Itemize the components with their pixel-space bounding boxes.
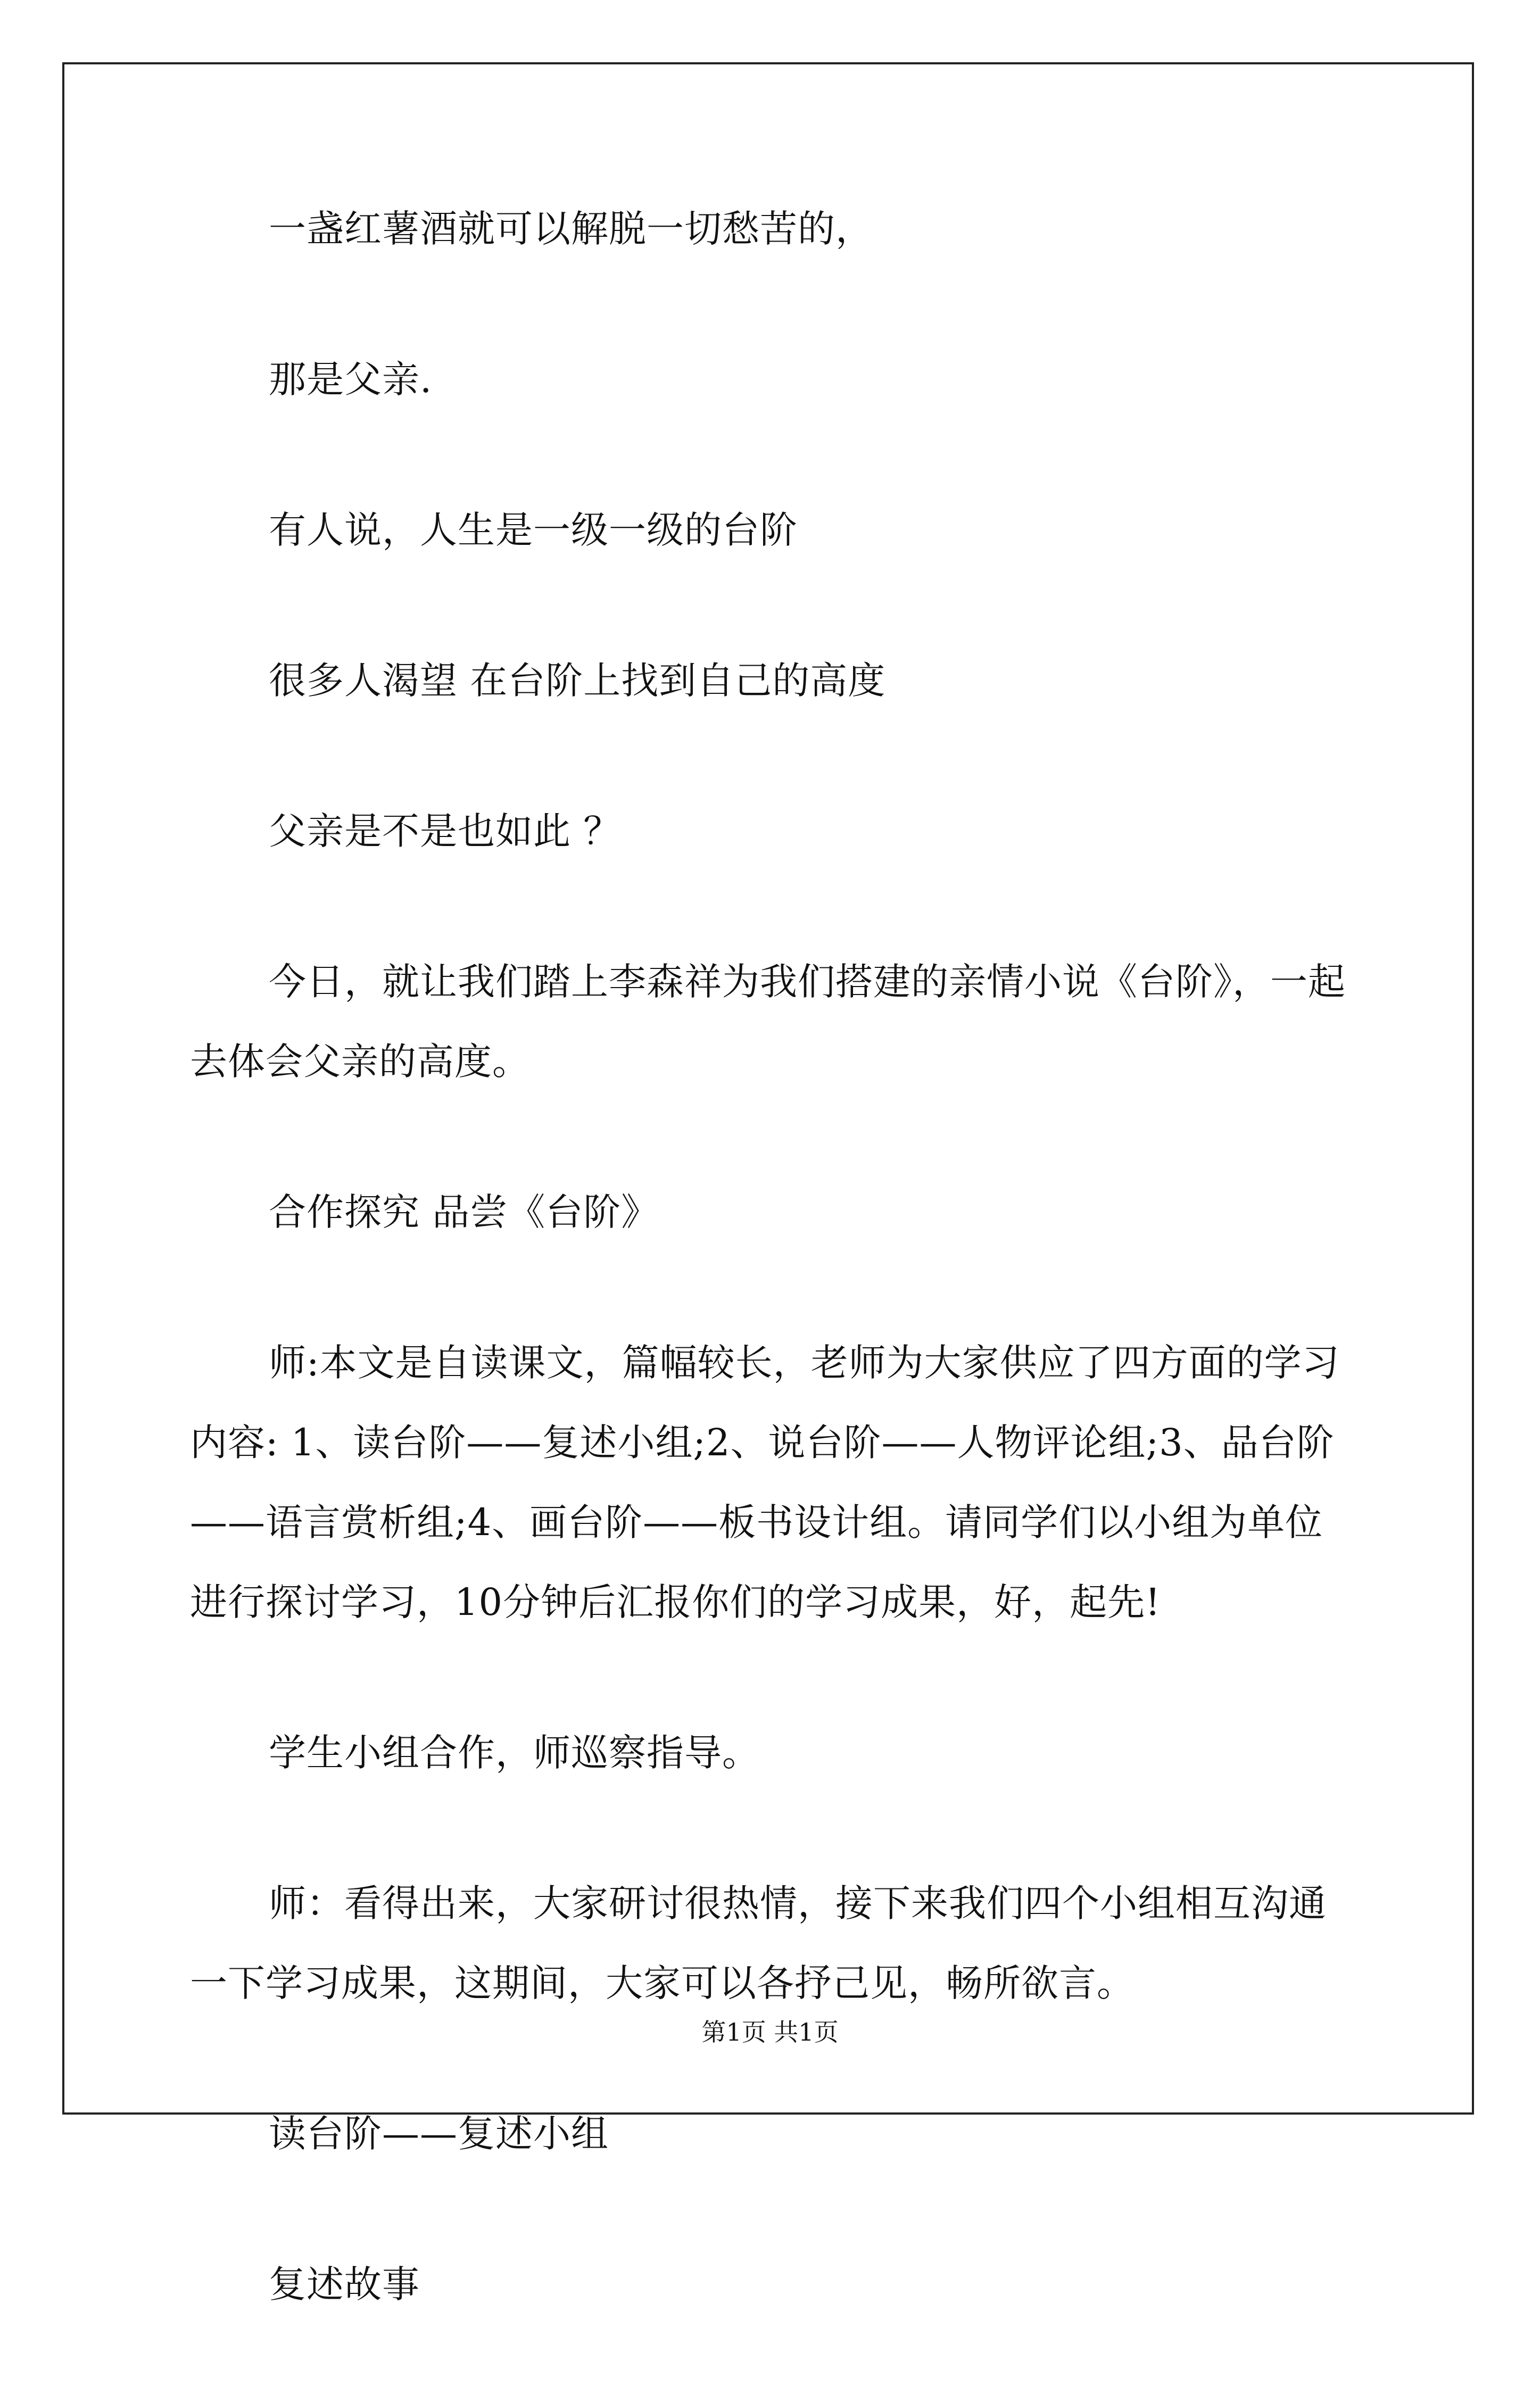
paragraph: 很多人渴望 在台阶上找到自己的高度 [269, 659, 886, 702]
paragraph: 今日，就让我们踏上李森祥为我们搭建的亲情小说《台阶》，一起去体会父亲的高度。 [190, 960, 1346, 1083]
paragraph: 师:本文是自读课文，篇幅较长，老师为大家供应了四方面的学习内容: 1、读台阶——复述小组;2、说台阶——人物评论组;3、品台阶——语言赏析组;4、画台阶——板书设计组。请同学们以小组为单位进行探讨学习，10分钟后汇报你们的学习成果，好，起先! [190, 1341, 1340, 1624]
paragraph: 复述故事 [269, 2263, 420, 2306]
paragraph: 读台阶——复述小组 [269, 2112, 609, 2156]
paragraph: 师：看得出来，大家研讨很热情，接下来我们四个小组相互沟通一下学习成果，这期间，大家可以各抒己见，畅所欲言。 [190, 1882, 1327, 2005]
paragraph: 学生小组合作，师巡察指导。 [269, 1731, 760, 1775]
paragraph: 有人说，人生是一级一级的台阶 [269, 508, 798, 552]
paragraph: 合作探究 品尝《台阶》 [269, 1190, 659, 1234]
paragraph: 父亲是不是也如此 ？ [269, 809, 622, 853]
paragraph: 一盏红薯酒就可以解脱一切愁苦的， [269, 207, 873, 251]
document-body [190, 189, 1359, 2395]
paragraph: 那是父亲. [269, 358, 433, 401]
page-number-footer: 第1页 共1页 [701, 2018, 839, 2046]
